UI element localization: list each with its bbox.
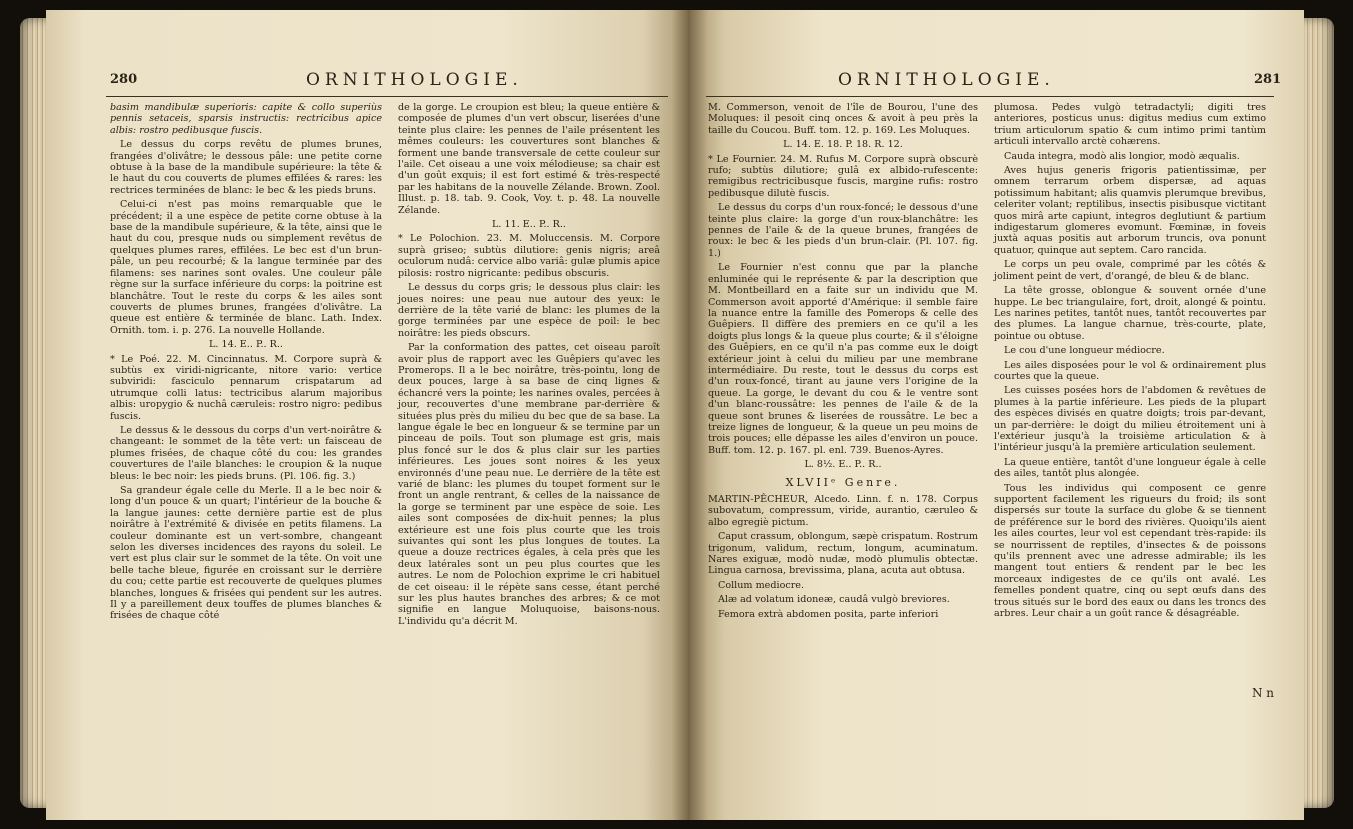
left-folio: 280: [110, 72, 138, 87]
paragraph: Le dessus du corps revêtu de plumes brunes, frangées d'olivâtre; le dessous pâle: une petite corne obtuse à la base de la mandibule supérieure: la tête & le haut du cou couverts de plumes effilées & rares: les rectrices terminées de blanc: le bec & les pieds bruns.: [110, 139, 382, 196]
paragraph: Alæ ad volatum idoneæ, caudâ vulgò breviores.: [718, 594, 950, 606]
left-running-title: ORNITHOLOGIE.: [306, 70, 523, 90]
signature-mark: N n: [1251, 686, 1274, 700]
paragraph: L. 11. E.. P.. R..: [492, 219, 566, 231]
paragraph: L. 14. E. 18. P. 18. R. 12.: [783, 139, 903, 151]
paragraph: de la gorge. Le croupion est bleu; la queue entière & composée de plumes d'un vert obscur, liserées d'une teinte plus claire: les pennes de l'aile présentent les mêmes couleurs: les couvertures sont blanches & forment une bande transversale de cette couleur sur l'aile. Cet oiseau a une voix mélodieuse; sa chair est d'un goût exquis; il est fort estimé & très-respecté par les habitans de la nouvelle Zélande. Brown. Zool. Illust. p. 18. tab. 9. Cook, Voy. t. p. 48. La nouvelle Zélande.: [398, 102, 660, 216]
paragraph: Sa grandeur égale celle du Merle. Il a le bec noir & long d'un pouce & un quart; l'intérieur de la bouche & la langue jaunes: cette dernière partie est de plus noirâtre à l'extrémité & divisée en petits filamens. La couleur dominante est un vert-sombre, changeant selon les diverses incidences des rayons du soleil. Le vert est plus clair sur le sommet de la tête. On voit une belle tache bleue, figurée en croissant sur le derrière du cou; cette partie est recouverte de quelques plumes blanches, longues & frisées qui pendent sur les autres. Il y a pareillement deux touffes de plumes blanches & frisées de chaque côté: [110, 485, 382, 622]
right-running-head: [688, 70, 1304, 94]
left-running-head: [46, 70, 688, 94]
left-column-2: [398, 102, 660, 630]
paragraph: plumosa. Pedes vulgò tetradactyli; digiti tres anteriores, posticus unus: digitus medius cum extimo trium articulorum spatio & cum intimo primi tantùm articuli intervallo arctè cohærens.: [994, 102, 1266, 148]
paragraph: Femora extrà abdomen posita, parte inferiori: [718, 608, 939, 620]
paragraph: Caput crassum, oblongum, sæpè crispatum. Rostrum trigonum, validum, rectum, longum, acuminatum. Nares exiguæ, modò nudæ, modò plumulis obtectæ. Lingua carnosa, brevissima, plana, acuta aut obtusa.: [708, 531, 978, 577]
paragraph: Aves hujus generis frigoris patientissimæ, per omnem terrarum orbem dispersæ, ad aquas potissimum habitant; alis quamvis plerumque brevibus, celeriter volant; reptilibus, insectis pisibusque victitant quos mirâ arte capiunt, integros deglutiunt & partium indigestarum glomeres evomunt. Fœminæ, in foveis juxtà aquas positis aut arborum truncis, ova ponunt quatuor, quinque aut septem. Caro rancida.: [994, 165, 1266, 256]
right-folio: 281: [1254, 72, 1282, 87]
paragraph: basim mandibulæ superioris: capite & collo superiùs pennis setaceis, sparsis instructis: rectricibus apice albis: rostro pedibusque fuscis.: [110, 102, 382, 136]
paragraph: Collum mediocre.: [718, 579, 805, 591]
right-running-title: ORNITHOLOGIE.: [838, 70, 1055, 90]
paragraph: Par la conformation des pattes, cet oiseau paroît avoir plus de rapport avec les Guêpiers qu'avec les Promerops. Il a le bec noirâtre, très-pointu, long de deux pouces, large à sa base de cinq lignes & échancré vers la pointe; les narines ovales, percées à jour, recouvertes d'une membrane par-derrière & situées plus près du milieu du bec que de sa base. La langue égale le bec en longueur & se termine par un pinceau de poils. Tout son plumage est gris, mais plus foncé sur le dos & plus clair sur les parties inférieures. Les joues sont noires & les yeux environnés d'une peau nue. Le derrière de la tête est varié de blanc: les plumes du toupet forment sur le front un angle rentrant, & celles de la naissance de la gorge se terminent par une espèce de soie. Les ailes sont composées de dix-huit pennes; la plus extérieure est une fois plus courte que les trois suivantes qui sont les plus longues de toutes. La queue a douze rectrices égales, à cela près que les deux latérales sont un peu plus courtes que les autres. Le nom de Polochion exprime le cri habituel de cet oiseau: il le répète sans cesse, étant perché sur les plus hautes branches des arbres; & ce mot signifie en langue Moluquoise, baisons-nous. L'individu qu'a décrit M.: [398, 342, 660, 627]
paragraph: * Le Polochion. 23. M. Moluccensis. M. Corpore suprà griseo; subtùs dilutiore: genis nigris; areâ oculorum nudâ: cervice albo variâ: gulæ plumis apice pilosis: rostro nigricante: pedibus obscuris.: [398, 233, 660, 279]
genre-heading: XLVIIᵉ Genre.: [785, 475, 901, 489]
paragraph: Les cuisses posées hors de l'abdomen & revêtues de plumes à la partie inférieure. Les pieds de la plupart des espèces divisés en quatre doigts; trois par-devant, un par-derrière: le doigt du milieu étroitement uni à l'extérieur jusqu'à la troisième articulation & à l'intérieur jusqu'à la première articulation seulement.: [994, 385, 1266, 454]
paragraph: Celui-ci n'est pas moins remarquable que le précédent; il a une espèce de petite corne obtuse à la base de la mandibule supérieure, & la tête, ainsi que le haut du cou, presque nuds ou simplement revêtus de quelques plumes rares, effilées. Le bec est d'un brun-pâle, un peu recourbé; & la langue terminée par des filamens: ses narines sont ovales. Une couleur pâle règne sur la surface inférieure du corps: la poitrine est blanchâtre. Tout le reste du corps & les ailes sont couverts de plumes brunes, frangées d'olivâtre. La queue est entière & terminée de blanc. Lath. Index. Ornith. tom. i. p. 276. La nouvelle Hollande.: [110, 199, 382, 336]
left-column-1: [110, 102, 382, 625]
paragraph: L. 14. E.. P.. R..: [209, 339, 283, 351]
right-column-2: [994, 102, 1266, 622]
paragraph: L. 8½. E.. P.. R..: [804, 459, 882, 471]
paragraph: Le dessus du corps gris; le dessous plus clair: les joues noires: une peau nue autour des yeux: le derrière de la tête varié de blanc: les plumes de la gorge terminées par une espèce de poil: le bec noirâtre: les pieds obscurs.: [398, 282, 660, 339]
paragraph: Cauda integra, modò alis longior, modò æqualis.: [1004, 150, 1240, 162]
right-page-edges: [1300, 18, 1334, 808]
paragraph: Le cou d'une longueur médiocre.: [1004, 345, 1165, 357]
paragraph: Le Fournier n'est connu que par la planche enluminée qui le représente & par la description que M. Montbeillard en a faite sur un individu que M. Commerson avoit apporté d'Amérique: il semble faire la nuance entre la famille des Pomerops & celle des Guêpiers. Il diffère des premiers en ce qu'il a les doigts plus longs & la queue plus courte; & il s'éloigne des Guêpiers, en ce qu'il n'a pas comme eux le doigt extérieur joint à celui du milieu par une membrane intermédiaire. Du reste, tout le dessus du corps est d'un roux-foncé, tirant au jaune vers l'origine de la queue. La gorge, le devant du cou & le ventre sont d'un blanc-roussâtre: les pennes de l'aile & de la queue sont brunes & liserées de roussâtre. Le bec a treize lignes de longueur, & la queue un peu moins de trois pouces; elle dépasse les ailes d'environ un pouce. Buff. tom. 12. p. 167. pl. enl. 739. Buenos-Ayres.: [708, 262, 978, 456]
paragraph: La tête grosse, oblongue & souvent ornée d'une huppe. Le bec triangulaire, fort, droit, alongé & pointu. Les narines petites, tantôt nues, tantôt recouvertes par des plumes. La langue charnue, très-courte, plate, pointue ou obtuse.: [994, 285, 1266, 342]
left-page: [46, 10, 688, 820]
paragraph: La queue entière, tantôt d'une longueur égale à celle des ailes, tantôt plus alongée.: [994, 456, 1266, 480]
paragraph: Tous les individus qui composent ce genre supportent facilement les rigueurs du froid; ils sont dispersés sur toute la surface du globe & se tiennent de préférence sur le bord des rivières. Quoiqu'ils aient les ailes courtes, leur vol est cependant très-rapide: ils se nourrissent de reptiles, d'insectes & de poissons qu'ils prennent avec une adresse admirable; ils les mangent tout entiers & rendent par le bec les morceaux indigestes de ce qu'ils ont avalé. Les femelles pondent quatre, cinq ou sept œufs dans des trous situés sur le bord des eaux ou dans les troncs des arbres. Leur chair a un goût rance & désagréable.: [994, 482, 1266, 620]
paragraph: MARTIN-PÊCHEUR, Alcedo. Linn. f. n. 178. Corpus subovatum, compressum, viride, aurantio, cæruleo & albo egregiè pictum.: [708, 494, 978, 528]
paragraph: Le dessus & le dessous du corps d'un vert-noirâtre & changeant: le sommet de la tête vert: un faisceau de plumes frisées, de chaque côté du cou: les grandes couvertures de l'aile blanches: le croupion & la nuque bleus: le bec noir: les pieds bruns. (Pl. 106. fig. 3.): [110, 424, 382, 482]
paragraph: Le corps un peu ovale, comprimé par les côtés & joliment peint de vert, d'orangé, de bleu & de blanc.: [994, 259, 1266, 282]
book-gutter: [672, 10, 708, 820]
left-head-rule: [106, 96, 668, 97]
right-column-1: [708, 102, 978, 623]
paragraph: * Le Poé. 22. M. Cincinnatus. M. Corpore suprà & subtùs ex viridi-nigricante, nitore vario: vertice subviridi: fasciculo pennarum crispatarum ad utrumque colli latus: tectricibus alarum majoribus albis: uropygio & nuchâ cæruleis: rostro nigro: pedibus fuscis.: [110, 353, 382, 422]
paragraph: Le dessus du corps d'un roux-foncé; le dessous d'une teinte plus claire: la gorge d'un roux-blanchâtre: les pennes de l'aile & de la queue brunes, frangées de roux: le bec & les pieds d'un brun-clair. (Pl. 107. fig. 1.): [708, 202, 978, 259]
right-page: [688, 10, 1304, 820]
paragraph: Les ailes disposées pour le vol & ordinairement plus courtes que la queue.: [994, 359, 1266, 382]
paragraph: * Le Fournier. 24. M. Rufus M. Corpore suprà obscurè rufo; subtùs dilutiore; gulâ ex albido-rufescente: remigibus rectricibusque fuscis, margine rufis: rostro pedibusque dilutè fuscis.: [708, 153, 978, 199]
right-head-rule: [706, 96, 1274, 97]
paragraph: M. Commerson, venoit de l'île de Bourou, l'une des Moluques: il pesoit cinq onces & avoit à peu près la taille du Coucou. Buff. tom. 12. p. 169. Les Moluques.: [708, 102, 978, 136]
